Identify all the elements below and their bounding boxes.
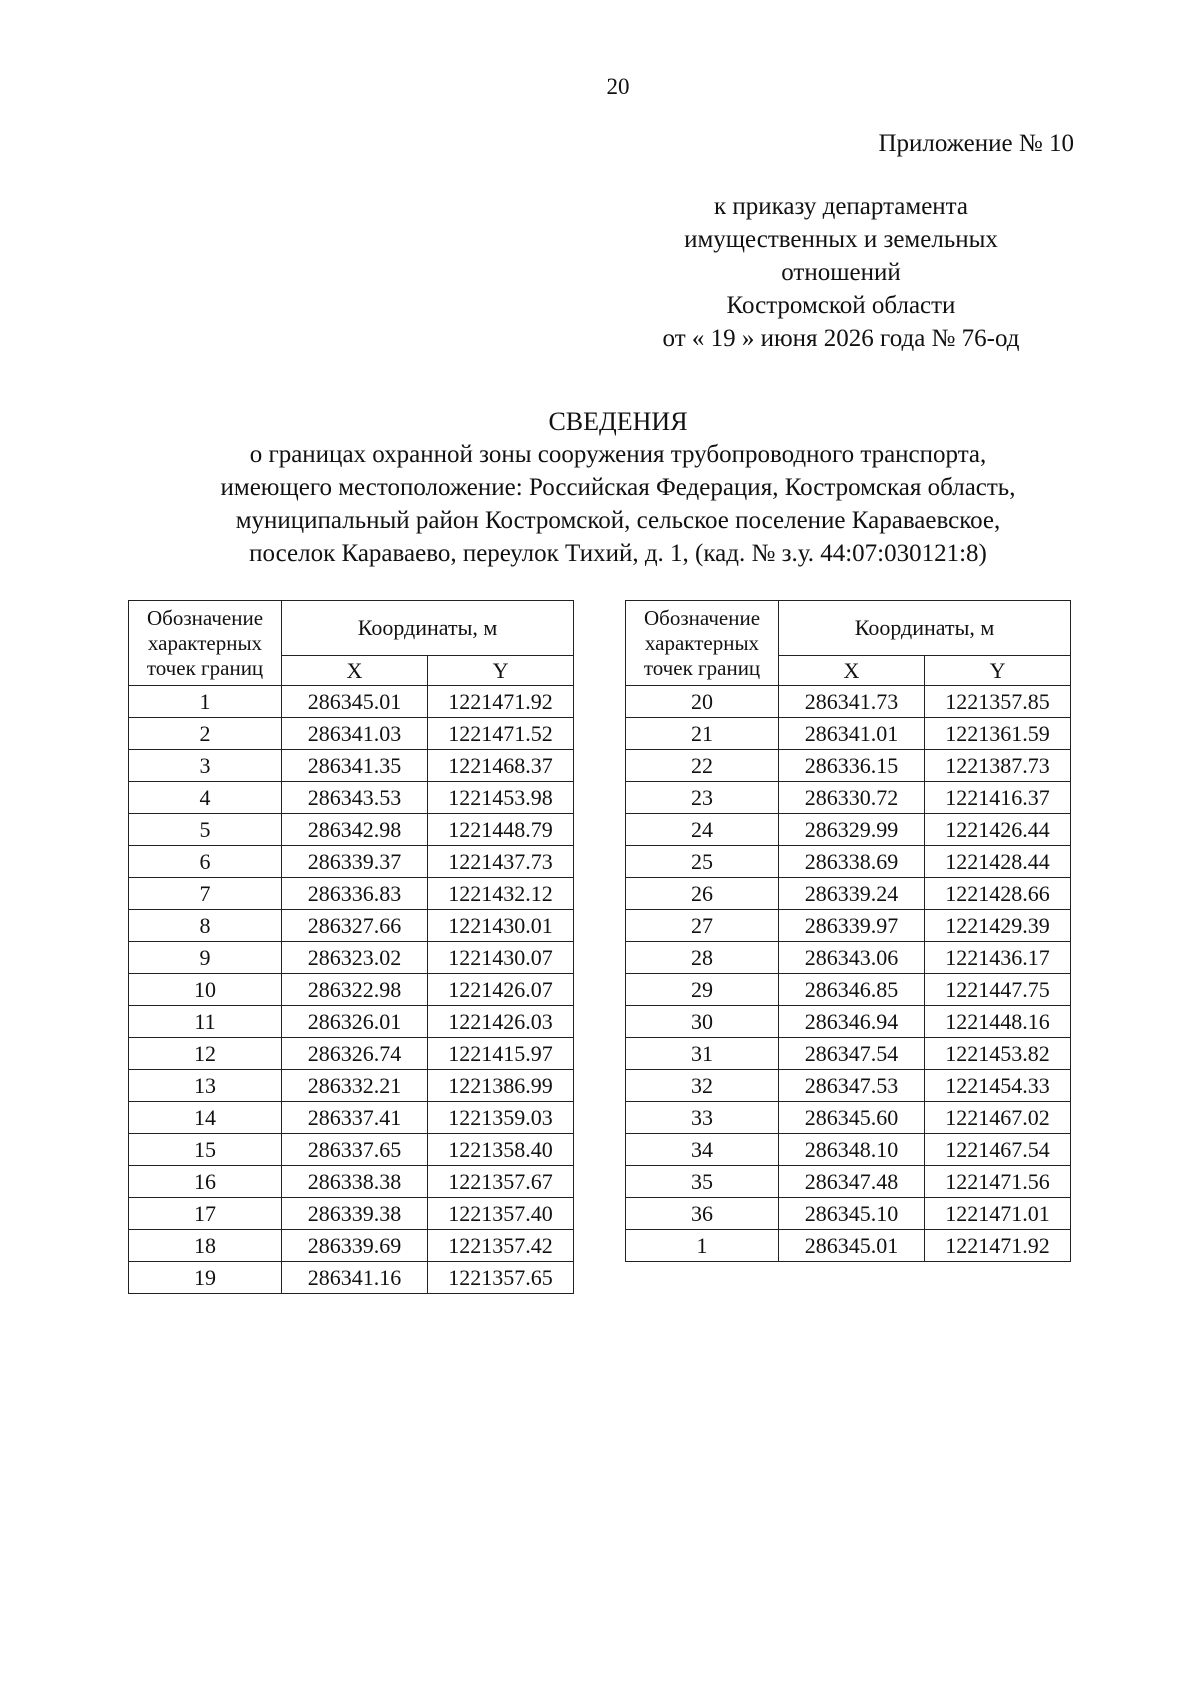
coordinate-x: 286338.38	[282, 1166, 428, 1198]
point-designation: 17	[129, 1198, 282, 1230]
table-row	[626, 1038, 1071, 1070]
coordinate-y: 1221447.75	[925, 974, 1071, 1006]
point-designation: 31	[626, 1038, 779, 1070]
point-designation: 32	[626, 1070, 779, 1102]
table-row	[626, 1166, 1071, 1198]
point-designation: 6	[129, 846, 282, 878]
coordinate-y: 1221453.98	[428, 782, 574, 814]
coordinate-x: 286347.54	[779, 1038, 925, 1070]
point-designation: 7	[129, 878, 282, 910]
designation-header-line: точек границ	[643, 655, 761, 680]
coordinate-x: 286337.41	[282, 1102, 428, 1134]
coordinate-y: 1221358.40	[428, 1134, 574, 1166]
point-designation: 20	[626, 686, 779, 718]
coordinate-y: 1221387.73	[925, 750, 1071, 782]
document-subtitle-line: поселок Караваево, переулок Тихий, д. 1, (кад. № з.у. 44:07:030121:8)	[249, 540, 987, 567]
coordinate-x: 286341.01	[779, 718, 925, 750]
table-row	[129, 1166, 574, 1198]
point-designation: 1	[129, 686, 282, 718]
table-row	[626, 1070, 1071, 1102]
coordinate-x: 286348.10	[779, 1134, 925, 1166]
coordinate-y: 1221357.67	[428, 1166, 574, 1198]
coordinate-y: 1221471.56	[925, 1166, 1071, 1198]
coordinate-x: 286342.98	[282, 814, 428, 846]
designation-header	[626, 601, 779, 686]
coordinates-header: Координаты, м	[282, 601, 574, 656]
coordinate-x: 286327.66	[282, 910, 428, 942]
point-designation: 12	[129, 1038, 282, 1070]
appendix-line: Костромской области	[726, 292, 956, 319]
coordinate-y: 1221471.92	[925, 1230, 1071, 1262]
table-row	[626, 878, 1071, 910]
coordinate-x: 286323.02	[282, 942, 428, 974]
point-designation: 33	[626, 1102, 779, 1134]
point-designation: 24	[626, 814, 779, 846]
coordinate-x: 286336.83	[282, 878, 428, 910]
table-row	[626, 1006, 1071, 1038]
designation-header-line: точек границ	[146, 655, 264, 680]
coordinate-y: 1221467.54	[925, 1134, 1071, 1166]
coordinate-x: 286343.06	[779, 942, 925, 974]
coordinate-x: 286346.94	[779, 1006, 925, 1038]
y-header: Y	[925, 656, 1071, 686]
coordinate-x: 286326.74	[282, 1038, 428, 1070]
table-row	[129, 750, 574, 782]
coordinate-y: 1221426.07	[428, 974, 574, 1006]
coordinate-x: 286330.72	[779, 782, 925, 814]
document-subtitle-line: о границах охранной зоны сооружения трубопроводного транспорта,	[249, 441, 987, 468]
point-designation: 13	[129, 1070, 282, 1102]
document-heading	[80, 405, 1156, 570]
point-designation: 26	[626, 878, 779, 910]
coordinate-y: 1221436.17	[925, 942, 1071, 974]
point-designation: 30	[626, 1006, 779, 1038]
point-designation: 23	[626, 782, 779, 814]
point-designation: 36	[626, 1198, 779, 1230]
point-designation: 10	[129, 974, 282, 1006]
coordinates-header: Координаты, м	[779, 601, 1071, 656]
coordinate-x: 286337.65	[282, 1134, 428, 1166]
coordinate-x: 286343.53	[282, 782, 428, 814]
appendix-title: Приложение № 10	[878, 130, 1074, 157]
coordinate-x: 286322.98	[282, 974, 428, 1006]
table-row	[129, 686, 574, 718]
point-designation: 8	[129, 910, 282, 942]
coordinate-x: 286341.03	[282, 718, 428, 750]
coordinate-y: 1221416.37	[925, 782, 1071, 814]
table-row	[626, 782, 1071, 814]
appendix-line: отношений	[781, 259, 901, 286]
coordinate-x: 286345.01	[779, 1230, 925, 1262]
designation-header	[129, 601, 282, 686]
y-header: Y	[428, 656, 574, 686]
table-row	[129, 974, 574, 1006]
coordinate-y: 1221467.02	[925, 1102, 1071, 1134]
coordinate-y: 1221357.40	[428, 1198, 574, 1230]
table-row	[626, 942, 1071, 974]
table-row	[129, 814, 574, 846]
point-designation: 1	[626, 1230, 779, 1262]
coordinate-y: 1221430.07	[428, 942, 574, 974]
point-designation: 29	[626, 974, 779, 1006]
coordinate-y: 1221428.44	[925, 846, 1071, 878]
coordinate-y: 1221359.03	[428, 1102, 574, 1134]
coordinate-y: 1221357.85	[925, 686, 1071, 718]
appendix-line: к приказу департамента	[713, 193, 969, 220]
document-subtitle-line: имеющего местоположение: Российская Федерация, Костромская область,	[220, 474, 1016, 501]
x-header: X	[282, 656, 428, 686]
coordinate-y: 1221454.33	[925, 1070, 1071, 1102]
appendix-order-reference	[616, 190, 1066, 355]
coordinate-y: 1221415.97	[428, 1038, 574, 1070]
designation-header-line: Обозначение	[643, 605, 761, 630]
table-row	[129, 1102, 574, 1134]
appendix-line: имущественных и земельных	[684, 226, 998, 253]
page-number: 20	[606, 74, 630, 99]
point-designation: 28	[626, 942, 779, 974]
table-row	[626, 750, 1071, 782]
coordinate-y: 1221357.42	[428, 1230, 574, 1262]
table-row	[626, 718, 1071, 750]
document-subtitle-line: муниципальный район Костромской, сельское поселение Караваевское,	[235, 507, 1001, 534]
table-row	[626, 1198, 1071, 1230]
table-row	[129, 782, 574, 814]
table-row	[626, 846, 1071, 878]
table-row	[626, 1134, 1071, 1166]
coordinate-x: 286329.99	[779, 814, 925, 846]
coordinate-y: 1221426.03	[428, 1006, 574, 1038]
document-title: СВЕДЕНИЯ	[548, 407, 688, 436]
table-row	[626, 814, 1071, 846]
point-designation: 19	[129, 1262, 282, 1294]
coordinate-x: 286341.73	[779, 686, 925, 718]
point-designation: 11	[129, 1006, 282, 1038]
coordinate-x: 286339.97	[779, 910, 925, 942]
coordinate-y: 1221426.44	[925, 814, 1071, 846]
table-row	[626, 1230, 1071, 1262]
designation-header-line: Обозначение	[146, 605, 264, 630]
table-row	[129, 1230, 574, 1262]
coordinate-x: 286345.01	[282, 686, 428, 718]
table-row	[129, 1134, 574, 1166]
coordinate-x: 286338.69	[779, 846, 925, 878]
coordinate-y: 1221471.92	[428, 686, 574, 718]
table-row	[129, 878, 574, 910]
point-designation: 16	[129, 1166, 282, 1198]
table-row	[129, 718, 574, 750]
coordinate-y: 1221430.01	[428, 910, 574, 942]
point-designation: 15	[129, 1134, 282, 1166]
coordinates-table-right	[625, 600, 1071, 1262]
coordinate-x: 286339.38	[282, 1198, 428, 1230]
point-designation: 27	[626, 910, 779, 942]
point-designation: 21	[626, 718, 779, 750]
table-row	[626, 974, 1071, 1006]
x-header: X	[779, 656, 925, 686]
point-designation: 4	[129, 782, 282, 814]
table-row	[129, 1070, 574, 1102]
coordinate-y: 1221448.79	[428, 814, 574, 846]
table-row	[129, 1006, 574, 1038]
coordinate-x: 286346.85	[779, 974, 925, 1006]
table-row	[129, 942, 574, 974]
coordinate-x: 286347.53	[779, 1070, 925, 1102]
coordinate-y: 1221432.12	[428, 878, 574, 910]
coordinate-x: 286345.10	[779, 1198, 925, 1230]
table-row	[626, 910, 1071, 942]
coordinates-table-right-body	[626, 686, 1071, 1262]
coordinate-y: 1221357.65	[428, 1262, 574, 1294]
coordinate-y: 1221429.39	[925, 910, 1071, 942]
designation-header-line: характерных	[147, 630, 263, 655]
table-row	[129, 1038, 574, 1070]
point-designation: 2	[129, 718, 282, 750]
coordinate-y: 1221471.01	[925, 1198, 1071, 1230]
point-designation: 35	[626, 1166, 779, 1198]
table-row	[129, 1198, 574, 1230]
coordinate-x: 286339.69	[282, 1230, 428, 1262]
table-row	[129, 846, 574, 878]
coordinate-y: 1221386.99	[428, 1070, 574, 1102]
appendix-order-date-number: от « 19 » июня 2026 года № 76-од	[662, 325, 1020, 352]
coordinate-x: 286339.37	[282, 846, 428, 878]
coordinates-table-left-body	[129, 686, 574, 1294]
point-designation: 5	[129, 814, 282, 846]
coordinate-y: 1221468.37	[428, 750, 574, 782]
coordinate-x: 286336.15	[779, 750, 925, 782]
coordinates-table-left	[128, 600, 574, 1294]
coordinate-y: 1221361.59	[925, 718, 1071, 750]
coordinate-x: 286345.60	[779, 1102, 925, 1134]
point-designation: 22	[626, 750, 779, 782]
point-designation: 25	[626, 846, 779, 878]
point-designation: 3	[129, 750, 282, 782]
point-designation: 14	[129, 1102, 282, 1134]
coordinate-x: 286332.21	[282, 1070, 428, 1102]
coordinate-x: 286341.35	[282, 750, 428, 782]
coordinate-x: 286341.16	[282, 1262, 428, 1294]
point-designation: 18	[129, 1230, 282, 1262]
coordinate-y: 1221437.73	[428, 846, 574, 878]
coordinate-x: 286347.48	[779, 1166, 925, 1198]
point-designation: 9	[129, 942, 282, 974]
coordinate-y: 1221471.52	[428, 718, 574, 750]
designation-header-line: характерных	[644, 630, 760, 655]
table-row	[626, 1102, 1071, 1134]
coordinate-y: 1221453.82	[925, 1038, 1071, 1070]
table-row	[129, 1262, 574, 1294]
coordinate-x: 286326.01	[282, 1006, 428, 1038]
coordinate-y: 1221448.16	[925, 1006, 1071, 1038]
table-row	[129, 910, 574, 942]
coordinate-y: 1221428.66	[925, 878, 1071, 910]
table-row	[626, 686, 1071, 718]
coordinate-x: 286339.24	[779, 878, 925, 910]
point-designation: 34	[626, 1134, 779, 1166]
